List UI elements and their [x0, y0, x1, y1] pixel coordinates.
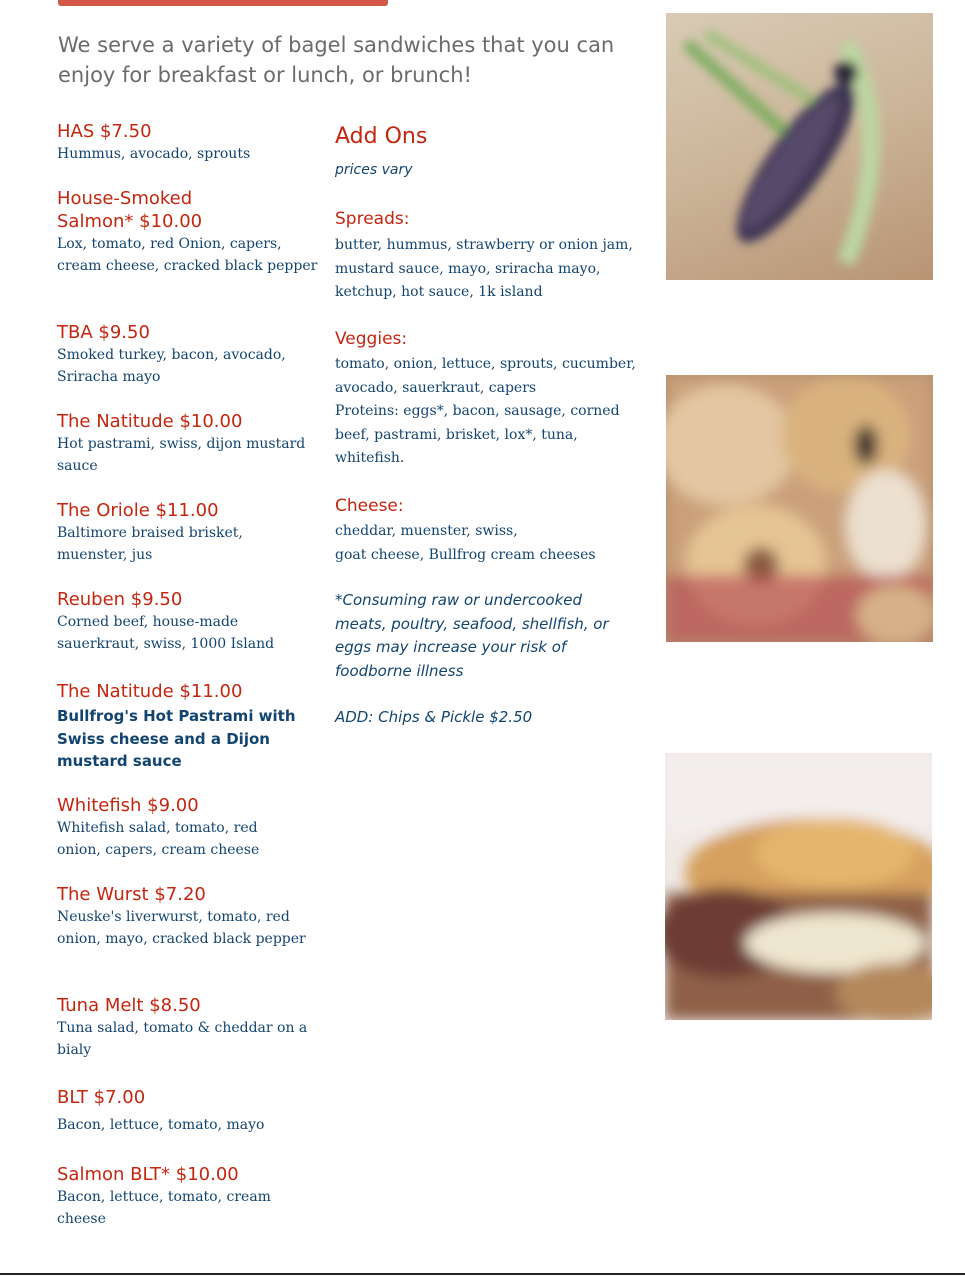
cheese-section: [335, 495, 645, 567]
cropped-heading: [58, 0, 388, 6]
bagels-illustration: [666, 375, 933, 642]
addons-prices-note: [335, 159, 645, 183]
menu-item: [57, 794, 325, 861]
menu-item-description: Smoked turkey, bacon, avocado, Sriracha mayo: [57, 347, 286, 385]
menu-item-title: Whitefish $9.00: [57, 795, 199, 816]
menu-item-title: Salmon BLT* $10.00: [57, 1164, 239, 1185]
veggies-text: tomato, onion, lettuce, sprouts, cucumber, avocado, sauerkraut, capers: [335, 356, 636, 396]
sandwich-photo: [665, 753, 932, 1020]
menu-item-description: Lox, tomato, red Onion, capers, cream cheese, cracked black pepper: [57, 236, 318, 274]
menu-item: [57, 680, 325, 773]
menu-item-title: Tuna Melt $8.50: [57, 995, 201, 1016]
menu-item-title: The Natitude $10.00: [57, 411, 243, 432]
bottom-divider: [0, 1273, 965, 1275]
chips-addon: [335, 706, 645, 730]
menu-item-title: The Natitude $11.00: [57, 681, 243, 702]
menu-item-title: BLT $7.00: [57, 1087, 146, 1108]
menu-item: [57, 120, 325, 165]
sandwich-illustration: [665, 753, 932, 1020]
menu-item-description: Baltimore braised brisket, muenster, jus: [57, 525, 243, 563]
cheese-text: cheddar, muenster, swiss,: [335, 523, 518, 539]
menu-item-description: Bacon, lettuce, tomato, mayo: [57, 1117, 265, 1133]
menu-item-description: Neuske's liverwurst, tomato, red onion, mayo, cracked black pepper: [57, 909, 306, 947]
chips-text: ADD: Chips & Pickle $2.50: [335, 708, 533, 726]
consumption-warning: [335, 589, 625, 683]
menu-item: [57, 588, 325, 655]
fish-illustration: [666, 13, 933, 280]
menu-item-title: HAS $7.50: [57, 121, 152, 142]
spreads-label: Spreads:: [335, 209, 410, 229]
menu-item-title: The Wurst $7.20: [57, 884, 206, 905]
menu-item: [57, 1086, 325, 1136]
menu-item-description: Whitefish salad, tomato, red onion, capers, cream cheese: [57, 820, 260, 858]
menu-item: [57, 410, 325, 477]
warning-text: *Consuming raw or undercooked meats, poultry, seafood, shellfish, or eggs may increase your risk of foodborne illness: [335, 591, 609, 680]
fish-photo: [666, 13, 933, 280]
proteins-text: Proteins: eggs*, bacon, sausage, corned beef, pastrami, brisket, lox*, tuna, whitefish.: [335, 403, 620, 466]
menu-item: [57, 321, 325, 388]
spreads-text: butter, hummus, strawberry or onion jam, mustard sauce, mayo, sriracha mayo, ketchup, hot sauce, 1k island: [335, 237, 633, 300]
menu-item-title: TBA $9.50: [57, 322, 150, 343]
menu-item-description: Hummus, avocado, sprouts: [57, 146, 251, 162]
menu-item: [57, 1163, 325, 1230]
bagels-photo: [666, 375, 933, 642]
menu-item-description: Bacon, lettuce, tomato, cream cheese: [57, 1189, 271, 1227]
menu-item-title: Reuben $9.50: [57, 589, 183, 610]
menu-item-description: Bullfrog's Hot Pastrami with Swiss cheese and a Dijon mustard sauce: [57, 707, 296, 770]
menu-item: [57, 994, 325, 1061]
cheese-label: Cheese:: [335, 496, 404, 516]
veggies-section: [335, 328, 645, 471]
menu-item: [57, 883, 325, 950]
prices-note: prices vary: [335, 162, 413, 178]
menu-item-description: Tuna salad, tomato & cheddar on a bialy: [57, 1020, 308, 1058]
menu-item-title: House-Smoked Salmon* $10.00: [57, 188, 203, 232]
menu-item: [57, 187, 325, 277]
menu-intro: We serve a variety of bagel sandwiches that you can enjoy for breakfast or lunch, or brunch!: [58, 33, 615, 87]
menu-item-description: Hot pastrami, swiss, dijon mustard sauce: [57, 436, 306, 474]
addons-heading: Add Ons: [335, 124, 428, 149]
menu-item-title: The Oriole $11.00: [57, 500, 219, 521]
spreads-section: [335, 208, 645, 305]
cheese-text: goat cheese, Bullfrog cream cheeses: [335, 546, 596, 563]
menu-item: [57, 499, 325, 566]
menu-item-description: Corned beef, house-made sauerkraut, swiss, 1000 Island: [57, 614, 275, 652]
veggies-label: Veggies:: [335, 329, 408, 349]
